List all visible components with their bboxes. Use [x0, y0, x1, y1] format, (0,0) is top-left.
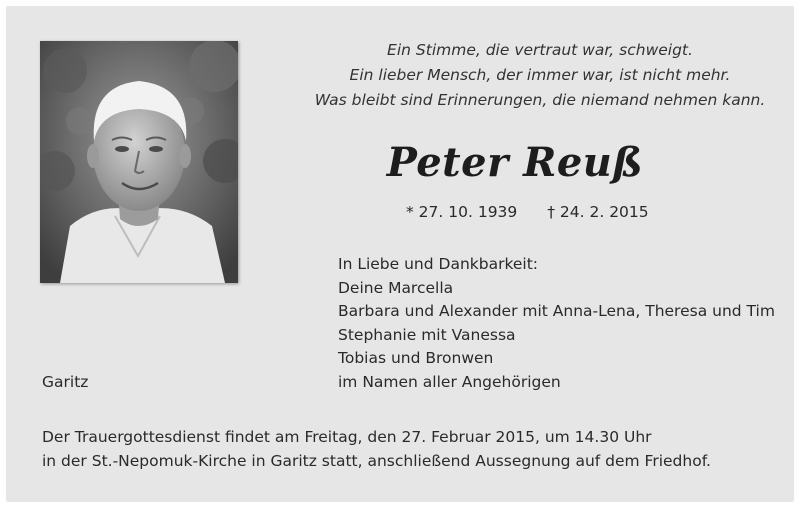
family-line: Tobias und Bronwen: [338, 349, 494, 368]
family-line: In Liebe und Dankbarkeit:: [338, 255, 539, 273]
portrait-photo: [40, 41, 238, 283]
service-line: Der Trauergottesdienst findet am Freitag, den 27. Februar 2015, um 14.30 Uhr: [42, 428, 652, 446]
family-line: Stephanie mit Vanessa: [338, 325, 516, 344]
family-line: Deine Marcella: [338, 278, 454, 297]
verse-line: Was bleibt sind Erinnerungen, die niemand nehmen kann.: [314, 91, 766, 109]
verse-line: Ein lieber Mensch, der immer war, ist nicht mehr.: [349, 66, 731, 84]
deceased-name: Peter Reuß: [386, 139, 644, 186]
verse-line: Ein Stimme, die vertraut war, schweigt.: [387, 41, 693, 59]
family-signatures: [338, 253, 775, 395]
family-line: Barbara und Alexander mit Anna-Lena, Theresa und Tim: [338, 302, 775, 321]
service-line: in der St.-Nepomuk-Kirche in Garitz statt, anschließend Aussegnung auf dem Friedhof.: [42, 452, 711, 470]
funeral-service-info: [42, 425, 711, 473]
life-dates: [406, 201, 649, 223]
death-date: † 24. 2. 2015: [547, 203, 649, 221]
portrait-image: [40, 41, 238, 283]
memorial-verse: [290, 38, 790, 113]
birth-date: * 27. 10. 1939: [406, 203, 518, 221]
family-line: im Namen aller Angehörigen: [338, 372, 561, 391]
location-label: Garitz: [42, 373, 89, 391]
